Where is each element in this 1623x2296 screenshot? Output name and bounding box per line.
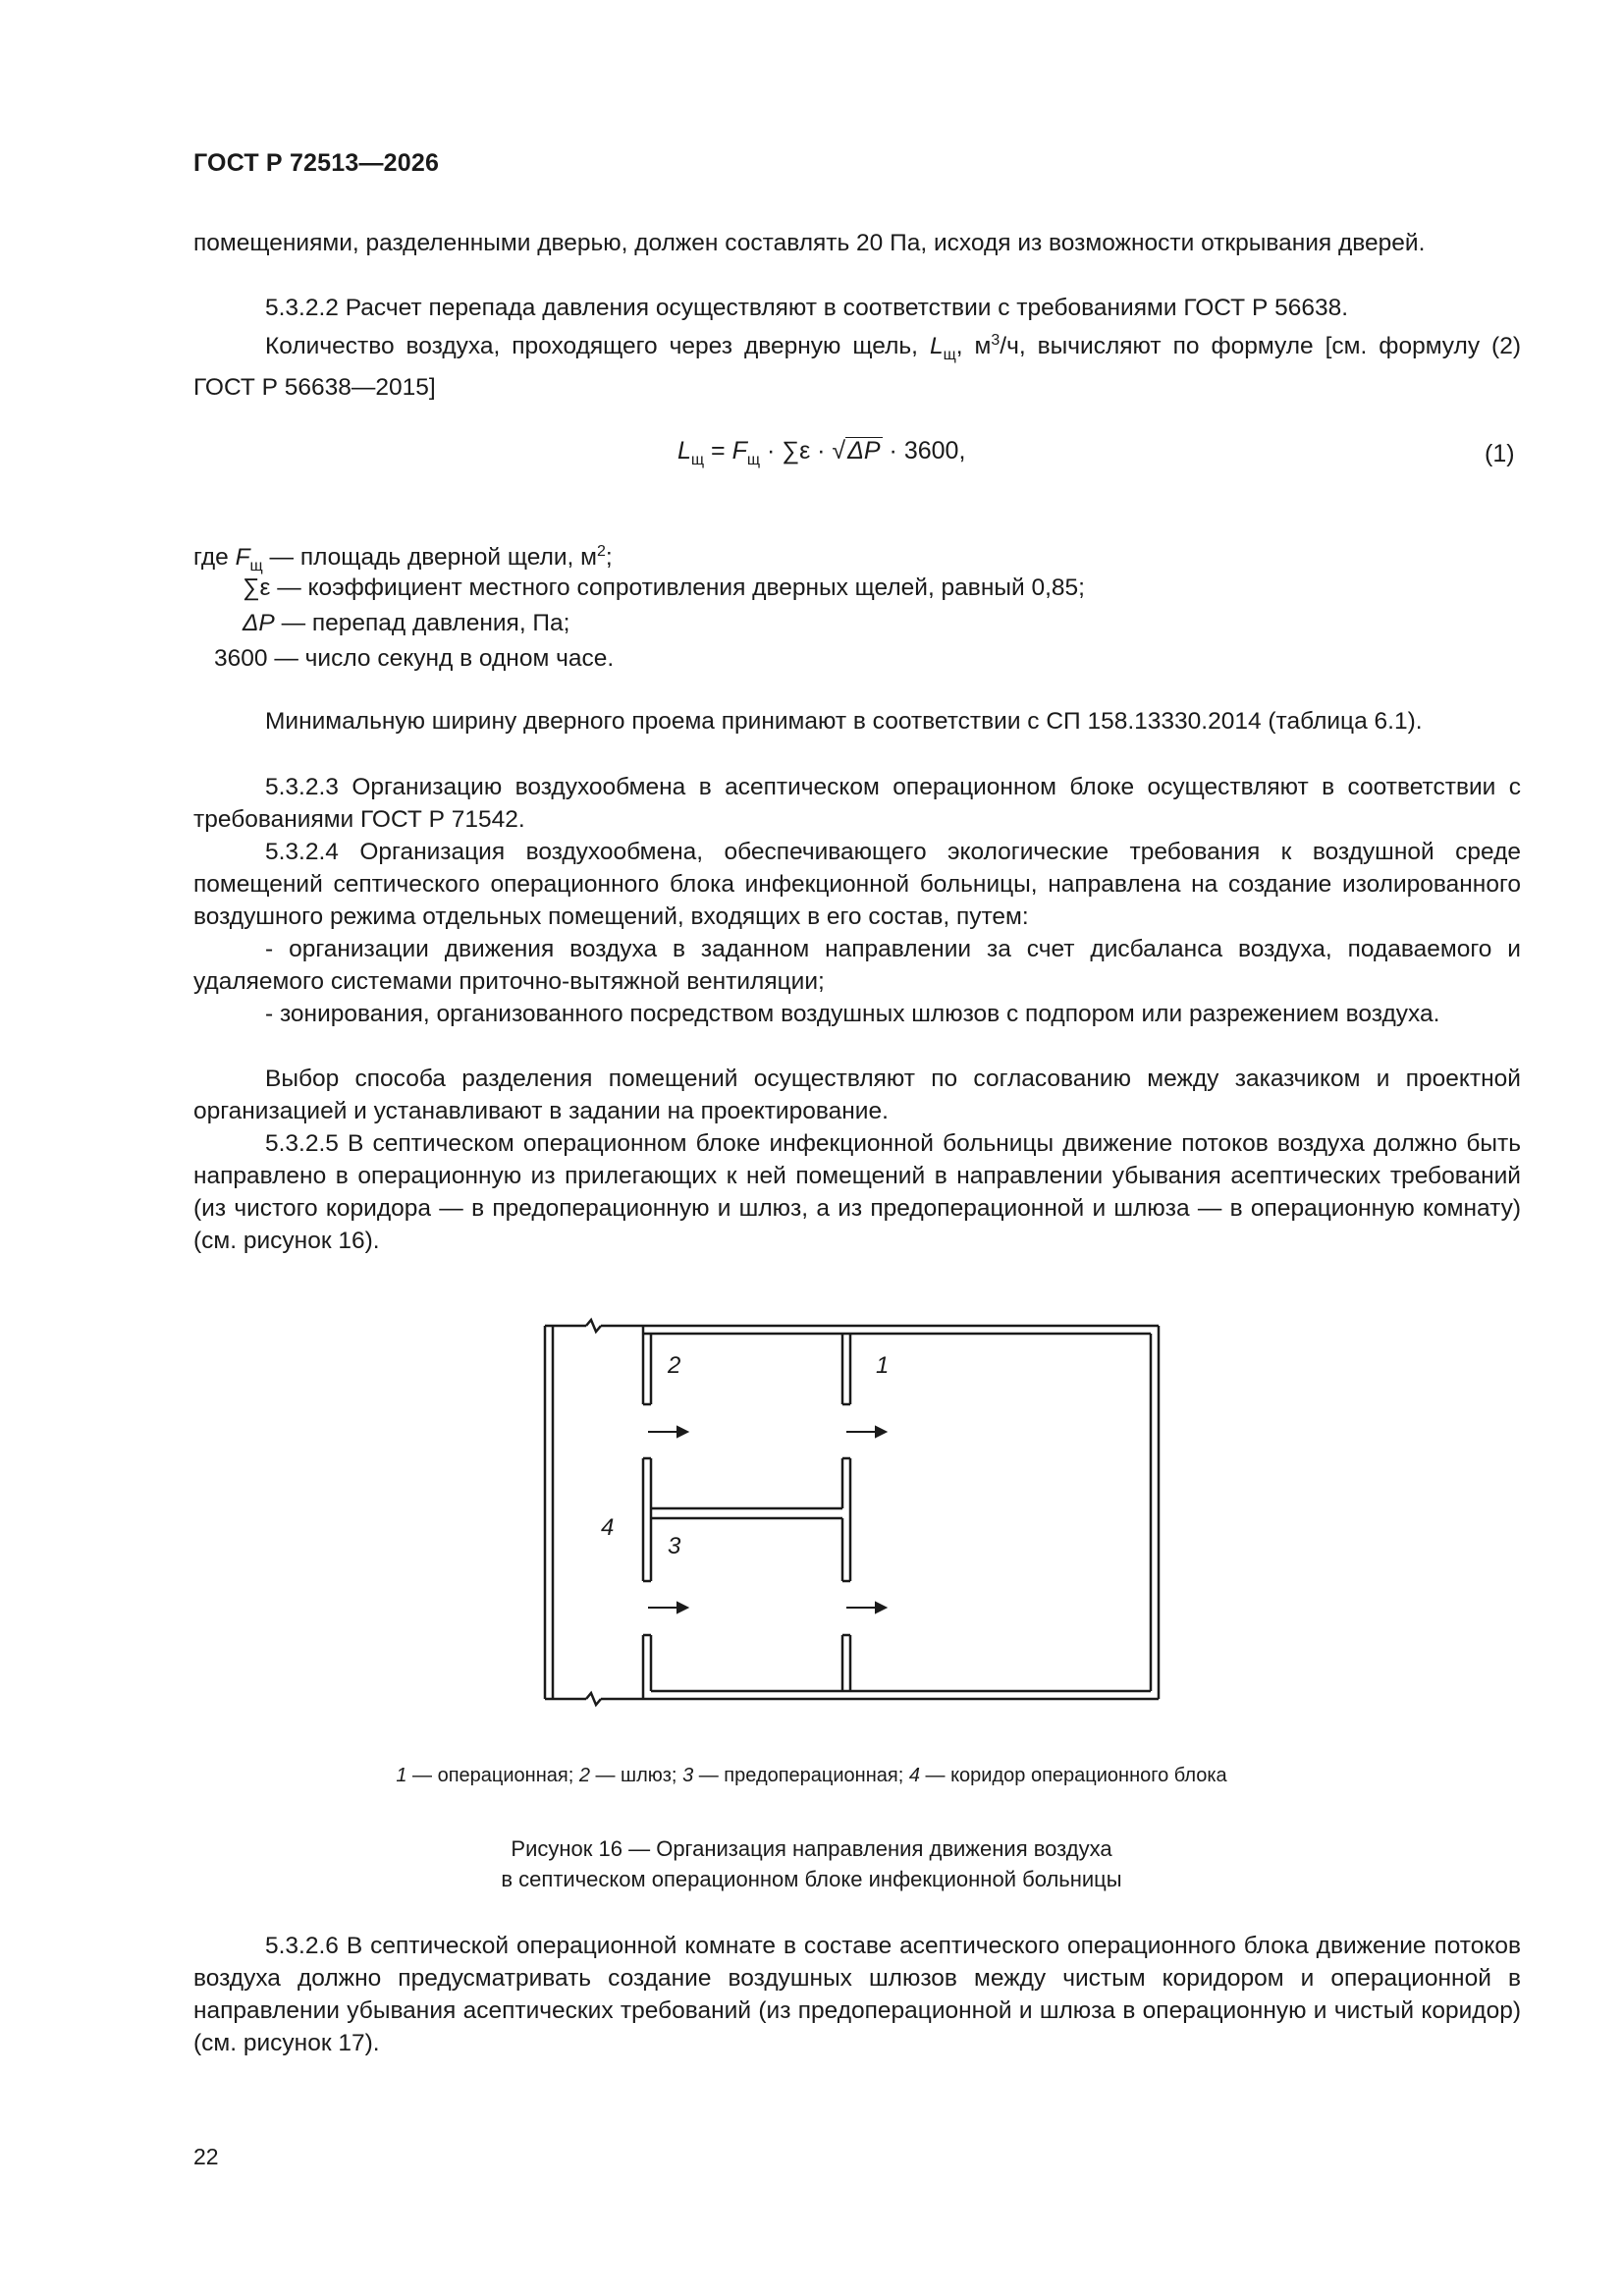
paragraph-5-3-2-2: 5.3.2.2 Расчет перепада давления осуществляют в соответствии с требованиями ГОСТ Р 56638. bbox=[265, 295, 1349, 321]
air-quantity-symbol: L bbox=[929, 333, 944, 360]
paragraph-air-quantity bbox=[193, 324, 1521, 404]
formula-number: (1) bbox=[1485, 440, 1515, 467]
legend-text-1: — операционная; bbox=[406, 1765, 579, 1786]
legend-num-4: 4 bbox=[908, 1765, 920, 1786]
formula-sqrt bbox=[845, 437, 882, 464]
unit-cubed: 3 bbox=[991, 332, 1001, 349]
label-room-4: 4 bbox=[601, 1514, 615, 1541]
where-term-1-sub: щ bbox=[249, 558, 263, 575]
figure-title-line-1: Рисунок 16 — Организация направления движения воздуха bbox=[511, 1836, 1112, 1861]
paragraph-5-3-2-5: 5.3.2.5 В септическом операционном блоке инфекционной больницы движение потоков воздуха должно быть направлено в операционную из прилегающих к ней помещений в направлении убывания асептических требований (из чистого коридора — в предоперационную и шлюз, а из предоперационной и шлюза — в операционную комнату) (см. рисунок 16). bbox=[193, 1130, 1521, 1254]
page-number: 22 bbox=[193, 2144, 219, 2169]
paragraph-5-3-2-6: 5.3.2.6 В септической операционной комнате в составе асептического операционного блока движение потоков воздуха должно предусматривать создание воздушных шлюзов между чистым коридором и операционной в направлении убывания асептических требований (из предоперационной и шлюза в операционную и чистый коридор) (см. рисунок 17). bbox=[193, 1933, 1521, 2056]
label-room-1: 1 bbox=[876, 1352, 890, 1379]
break-mark-top bbox=[586, 1320, 601, 1332]
label-room-3: 3 bbox=[668, 1533, 681, 1559]
where-desc-1: — площадь дверной щели, м bbox=[262, 544, 598, 572]
break-mark-bottom bbox=[586, 1693, 601, 1705]
where-end-1: ; bbox=[605, 544, 613, 572]
air-quantity-text-b: , м bbox=[955, 333, 992, 360]
where-desc-4: — число секунд в одном часе. bbox=[267, 645, 615, 672]
where-item-2 bbox=[243, 572, 1085, 604]
where-term-1: F bbox=[235, 544, 250, 572]
list-item-air-movement: - организации движения воздуха в заданном направлении за счет дисбаланса воздуха, подаваемого и удаляемого системами приточно-вытяжной вентиляции; bbox=[193, 936, 1521, 995]
air-quantity-text-c: /ч, вычисляют по формуле [см. формулу (2) ГОСТ Р 56638—2015] bbox=[193, 333, 1521, 402]
list-item-zoning: - зонирования, организованного посредством воздушных шлюзов с подпором или разрежением воздуха. bbox=[265, 1001, 1440, 1027]
unit-squared: 2 bbox=[597, 543, 606, 560]
legend-num-3: 3 bbox=[682, 1765, 694, 1786]
page-header: ГОСТ Р 72513—2026 bbox=[193, 149, 440, 177]
figure-title bbox=[0, 1833, 1623, 1894]
air-quantity-subscript: щ bbox=[943, 347, 956, 364]
where-term-2: ∑ε bbox=[243, 574, 271, 601]
label-room-2: 2 bbox=[668, 1352, 681, 1379]
air-quantity-text-a: Количество воздуха, проходящего через дверную щель, bbox=[265, 333, 918, 360]
figure-title-line-2: в септическом операционном блоке инфекционной больницы bbox=[501, 1867, 1122, 1891]
where-item-4 bbox=[214, 642, 614, 675]
figure-legend bbox=[0, 1765, 1623, 1787]
where-term-4: 3600 bbox=[214, 645, 268, 672]
formula-1 bbox=[677, 437, 965, 469]
formula-L-sub: щ bbox=[690, 452, 705, 468]
paragraph-5-3-2-4: 5.3.2.4 Организация воздухообмена, обеспечивающего экологические требования к воздушной среде помещений септического операционного блока инфекционной больницы, направлена на создание изолированного воздушного режима отдельных помещений, входящих в его состав, путем: bbox=[193, 839, 1521, 930]
paragraph-method-choice: Выбор способа разделения помещений осуществляют по согласованию между заказчиком и проектной организацией и устанавливают в задании на проектирование. bbox=[193, 1066, 1521, 1124]
legend-num-1: 1 bbox=[396, 1765, 407, 1786]
where-item-3 bbox=[243, 607, 569, 639]
paragraph-5-3-2-3: 5.3.2.3 Организацию воздухообмена в асептическом операционном блоке осуществляют в соответствии с требованиями ГОСТ Р 71542. bbox=[193, 774, 1521, 833]
legend-num-2: 2 bbox=[578, 1765, 590, 1786]
formula-F: F bbox=[731, 437, 747, 465]
where-desc-2: — коэффициент местного сопротивления дверных щелей, равный 0,85; bbox=[270, 574, 1085, 601]
formula-tail: · 3600, bbox=[882, 437, 966, 465]
paragraph-door-width: Минимальную ширину дверного проема принимают в соответствии с СП 158.13330.2014 (таблица 6.1). bbox=[265, 708, 1423, 735]
where-prefix: где bbox=[193, 544, 236, 572]
formula-L: L bbox=[677, 437, 691, 465]
formula-F-sub: щ bbox=[746, 452, 761, 468]
legend-text-2: — шлюз; bbox=[589, 1765, 683, 1786]
legend-text-3: — предоперационная; bbox=[693, 1765, 909, 1786]
formula-mid: · ∑ε · √ bbox=[760, 437, 846, 465]
where-desc-3: — перепад давления, Па; bbox=[274, 610, 570, 636]
formula-eq: = bbox=[704, 437, 732, 465]
figure-16-diagram bbox=[530, 1316, 1168, 1709]
paragraph-continuation: помещениями, разделенными дверью, должен составлять 20 Па, исходя из возможности открывания дверей. bbox=[193, 230, 1426, 256]
where-term-3: ΔP bbox=[243, 610, 275, 636]
legend-text-4: — коридор операционного блока bbox=[919, 1765, 1227, 1786]
formula-dP: ΔP bbox=[847, 437, 881, 465]
